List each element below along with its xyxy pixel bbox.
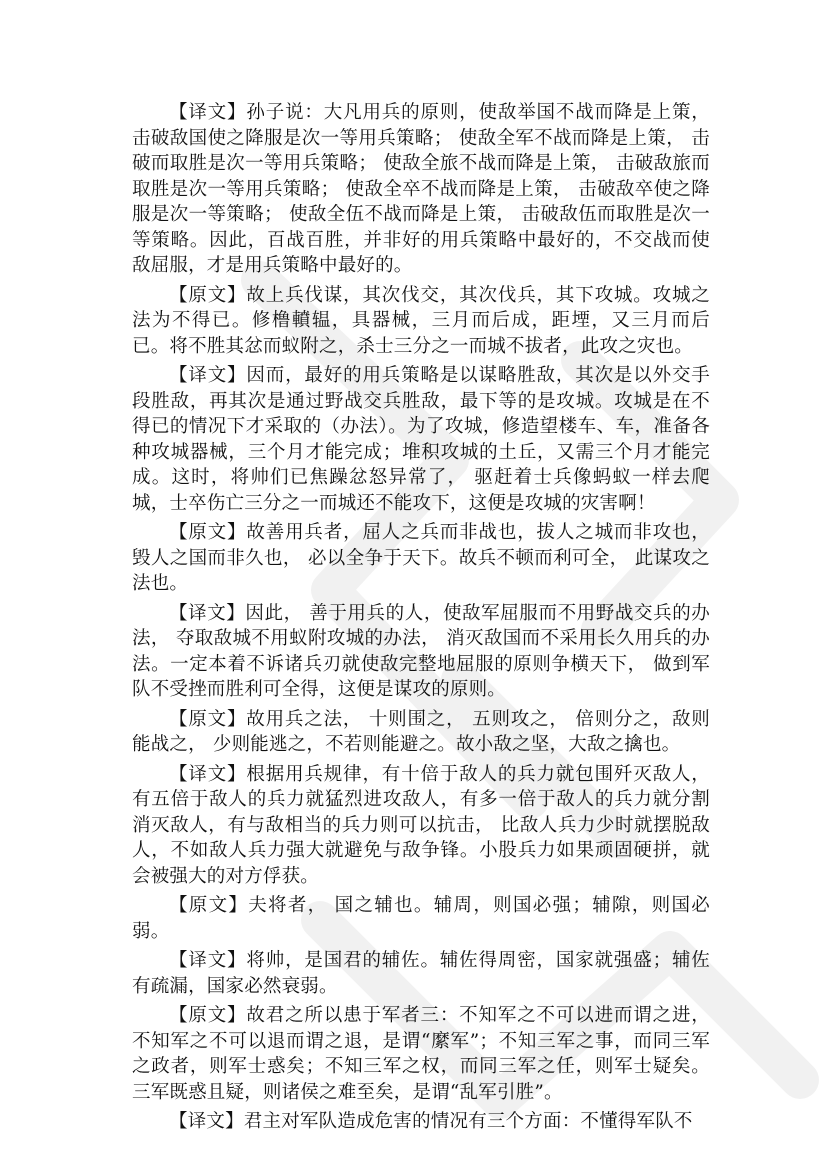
paragraph-translation-5: 【译文】将帅，是国君的辅佐。辅佐得周密，国家就强盛；辅佐有疏漏，国家必然衰弱。 — [132, 950, 710, 997]
paragraph-translation-1: 【译文】孙子说：大凡用兵的原则，使敌举国不战而降是上策，击破敌国使之降服是次一等用兵策略； 使敌全军不战而降是上策， 击破而取胜是次一等用兵策略； 使敌全旅不战而降是上策， 击破敌旅而取胜是次一等用兵策略； 使敌全卒不战而降是上策， 击破敌卒使之降服是次一等策略； 使敌全伍不战而降是上策， 击破敌伍而取胜是次一等策略。因此，百战百胜，并非好的用兵策略中最好的，不交战而使敌屈服，才是用兵策略中最好的。 — [132, 102, 710, 276]
paragraph-translation-6: 【译文】君主对军队造成危害的情况有三个方面：不懂得军队不 — [169, 1111, 693, 1132]
paragraph-original-2: 【原文】故上兵伐谋，其次伐交，其次伐兵，其下攻城。攻城之法为不得已。修橹轒辒，具器械，三月而后成，距堙，又三月而后已。将不胜其忿而蚁附之，杀士三分之一而城不拔者，此攻之灾也。 — [132, 284, 710, 357]
paragraph-translation-3: 【译文】因此， 善于用兵的人，使敌军屈服而不用野战交兵的办法， 夺取敌城不用蚁附攻城的办法， 消灭敌国而不采用长久用兵的办法。一定本着不诉诸兵刃就使敌完整地屈服的原则争横天下， 做到军队不受挫而胜利可全得，这便是谋攻的原则。 — [132, 602, 710, 700]
document-body — [132, 100, 710, 1139]
paragraph-original-3: 【原文】故善用兵者，屈人之兵而非战也，拔人之城而非攻也，毁人之国而非久也， 必以全争于天下。故兵不顿而利可全， 此谋攻之法也。 — [132, 522, 710, 594]
paragraph-original-6: 【原文】故君之所以患于军者三：不知军之不可以进而谓之进，不知军之不可以退而谓之退，是谓“縻军”；不知三军之事，而同三军之政者，则军士惑矣；不知三军之权，而同三军之任，则军士疑矣。三军既惑且疑，则诸侯之难至矣，是谓“乱军引胜”。 — [132, 1005, 710, 1103]
paragraph-translation-2: 【译文】因而，最好的用兵策略是以谋略胜敌，其次是以外交手段胜敌，再其次是通过野战交兵胜敌，最下等的是攻城。攻城是在不得已的情况下才采取的（办法）。为了攻城，修造望楼车、车，准备各种攻城器械，三个月才能完成；堆积攻城的土丘，又需三个月才能完成。这时，将帅们已焦躁忿怒异常了， 驱赶着士兵像蚂蚁一样去爬城，士卒伤亡三分之一而城还不能攻下，这便是攻城的灾害啊！ — [132, 365, 710, 514]
paragraph-original-5: 【原文】夫将者， 国之辅也。辅周，则国必强；辅隙，则国必弱。 — [132, 895, 710, 942]
paragraph-original-4: 【原文】故用兵之法， 十则围之， 五则攻之， 倍则分之，敌则能战之， 少则能逃之，不若则能避之。故小敌之坚，大敌之擒也。 — [132, 708, 710, 755]
paragraph-translation-4: 【译文】根据用兵规律，有十倍于敌人的兵力就包围歼灭敌人，有五倍于敌人的兵力就猛烈进攻敌人，有多一倍于敌人的兵力就分割消灭敌人，有与敌相当的兵力则可以抗击， 比敌人兵力少时就摆脱敌人，不如敌人兵力强大就避免与敌争锋。小股兵力如果顽固硬拼，就会被强大的对方俘获。 — [132, 763, 710, 887]
